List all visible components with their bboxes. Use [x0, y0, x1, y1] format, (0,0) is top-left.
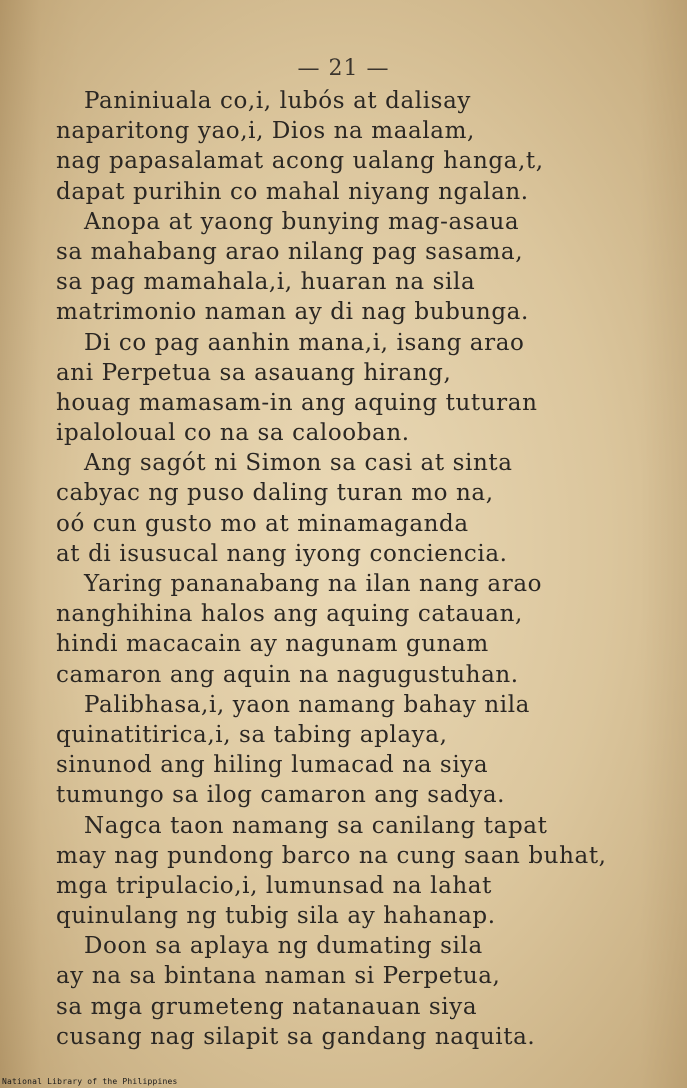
- verse-line: Ang sagót ni Simon sa casi at sinta: [84, 450, 513, 477]
- stanza: [56, 569, 666, 690]
- verse-line: nanghihina halos ang aquing catauan,: [56, 601, 523, 628]
- verse-line: ipaloloual co na sa calooban.: [56, 420, 410, 447]
- verse-line: Anopa at yaong bunying mag-asaua: [84, 208, 520, 235]
- verse-line: Doon sa aplaya ng dumating sila: [84, 933, 483, 960]
- verse-line: Nagca taon namang sa canilang tapat: [84, 812, 548, 839]
- stanza: [56, 86, 666, 207]
- verse-line: houag mamasam-in ang aquing tuturan: [56, 389, 538, 416]
- verse-line: Di co pag aanhin mana,i, isang arao: [84, 329, 525, 356]
- verse-line: sa pag mamahala,i, huaran na sila: [56, 269, 476, 296]
- stanza: [56, 811, 666, 932]
- stanza: [56, 207, 666, 328]
- verse-line: nag papasalamat acong ualang hanga,t,: [56, 148, 544, 175]
- verse-line: sa mahabang arao nilang pag sasama,: [56, 238, 524, 265]
- page-number: — 21 —: [297, 56, 390, 81]
- verse-line: oó cun gusto mo at minamaganda: [56, 510, 469, 537]
- verse-line: tumungo sa ilog camaron ang sadya.: [56, 782, 506, 809]
- stanza: [56, 931, 666, 1052]
- verse-line: cusang nag silapit sa gandang naquita.: [56, 1023, 536, 1050]
- verse-line: Palibhasa,i, yaon namang bahay nila: [84, 691, 530, 718]
- verse-line: quinulang ng tubig sila ay hahanap.: [56, 903, 496, 930]
- verse-line: at di isusucal nang iyong conciencia.: [56, 540, 508, 567]
- verse-line: ani Perpetua sa asauang hirang,: [56, 359, 452, 386]
- stanza: [56, 690, 666, 811]
- stanza: [56, 448, 666, 569]
- verse-line: sinunod ang hiling lumacad na siya: [56, 752, 489, 779]
- verse-line: naparitong yao,i, Dios na maalam,: [56, 118, 475, 145]
- verse-line: cabyac ng puso daling turan mo na,: [56, 480, 494, 507]
- verse-line: dapat purihin co mahal niyang ngalan.: [56, 178, 529, 205]
- verse-line: camaron ang aquin na nagugustuhan.: [56, 661, 519, 688]
- verse-line: ay na sa bintana naman si Perpetua,: [56, 963, 501, 990]
- verse-line: quinatitirica,i, sa tabing aplaya,: [56, 721, 448, 748]
- stanza: [56, 328, 666, 449]
- verse-line: may nag pundong barco na cung saan buhat,: [56, 842, 607, 869]
- poem-text: [56, 86, 666, 1052]
- library-watermark: National Library of the Philippines: [2, 1077, 178, 1086]
- verse-line: matrimonio naman ay di nag bubunga.: [56, 299, 529, 326]
- verse-line: sa mga grumeteng natanauan siya: [56, 993, 478, 1020]
- verse-line: mga tripulacio,i, lumunsad na lahat: [56, 872, 492, 899]
- verse-line: hindi macacain ay nagunam gunam: [56, 631, 489, 658]
- verse-line: Yaring pananabang na ilan nang arao: [84, 571, 543, 597]
- verse-line: Paniniuala co,i, lubós at dalisay: [84, 88, 471, 114]
